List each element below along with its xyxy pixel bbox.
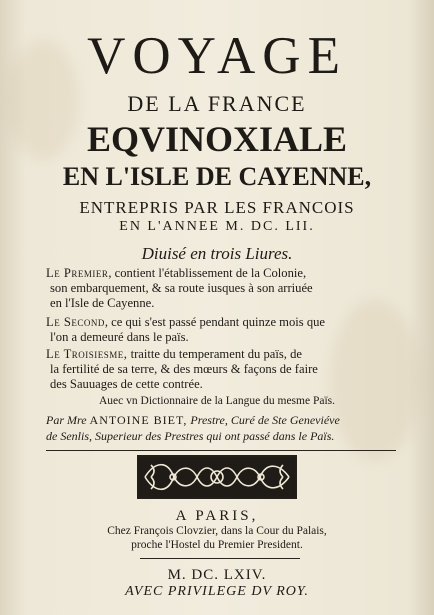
subtitle-year: EN L'ANNEE M. DC. LII. [119,219,315,234]
book-two-label: Le Second [46,315,105,329]
divider-rule [140,558,300,559]
imprint-publisher: Chez François Clovzier, dans la Cour du Palais, [107,525,327,537]
book-one-description: Le Premier, contient l'établissement de la Colonie, son embarquement, & sa route iusques à son arriuée en l'Isle de Cayenne. [46,266,313,310]
book-one-label: Le Premier [46,266,109,280]
divider-rule [46,450,396,451]
royal-privilege: AVEC PRIVILEGE DV ROY. [125,584,309,599]
subtitle-entrepris: ENTREPRIS PAR LES FRANCOIS [79,198,355,217]
printers-ornament-icon [137,455,297,499]
dictionary-note: Auec vn Dictionnaire de la Langue du mesme Païs. [99,395,335,407]
book-three-description: Le Troisiesme, traitte du temperament du païs, de la fertilité de sa terre, & des mœurs & façons de faire des Sauuages de cette contrée. [46,347,318,391]
title-equinoxiale: EQVINOXIALE [86,119,348,159]
book-three-label: Le Troisiesme, [46,347,128,361]
title-de-la-france: DE LA FRANCE [127,91,307,116]
author-statement: Par Mre ANTOINE BIET, Prestre, Curé de Ste Geneviéve de Senlis, Superieur des Prestres qui ont passé dans le Païs. [46,413,340,443]
imprint-address: proche l'Hostel du Premier President. [131,539,303,551]
book-two-description: Le Second, ce qui s'est passé pendant quinze mois que l'on a demeuré dans le païs. [46,315,326,344]
publication-year: M. DC. LXIV. [167,567,267,583]
title-cayenne: EN L'ISLE DE CAYENNE, [62,162,372,191]
imprint-city: A PARIS, [175,508,259,524]
title-voyage: VOYAGE [87,27,347,85]
author-name: ANTOINE BIET, [89,413,188,427]
division-heading: Diuisé en trois Liures. [141,244,293,263]
